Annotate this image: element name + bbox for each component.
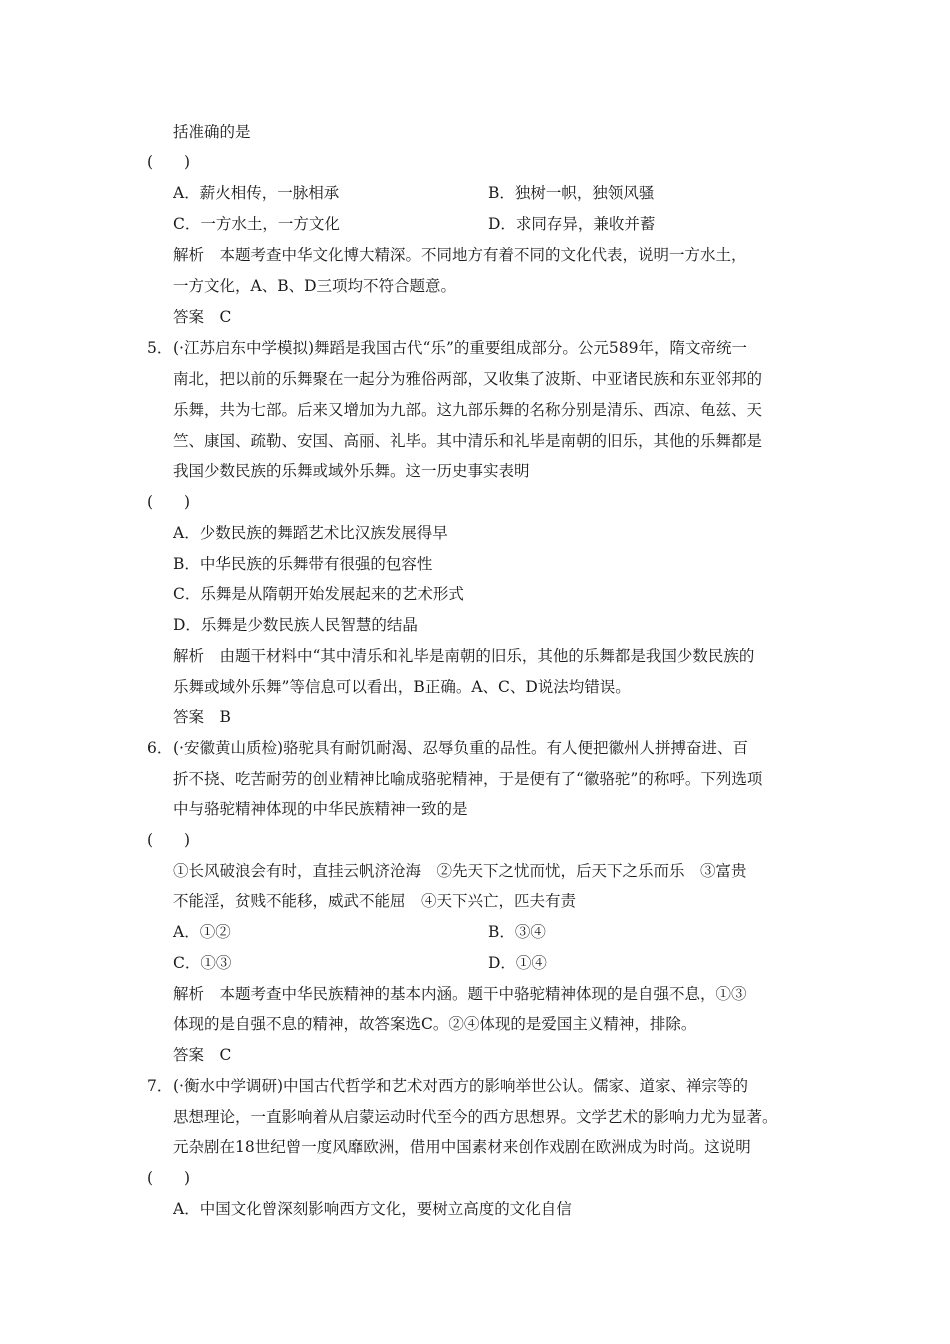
q4-option-b: B．独树一帜，独领风骚 (488, 184, 655, 202)
q5-option-c: C．乐舞是从隋朝开始发展起来的艺术形式 (173, 585, 464, 603)
q6-items-line: ①长风破浪会有时，直挂云帆济沧海 ②先天下之忧而忧，后天下之乐而乐 ③富贵 (173, 862, 747, 880)
q5-number: 5． (147, 339, 173, 357)
q5-answer-bracket: ( ) (147, 493, 191, 511)
q6-answer: 答案 C (173, 1046, 232, 1064)
q5-stem-line: 我国少数民族的乐舞或域外乐舞。这一历史事实表明 (173, 462, 530, 480)
q5-stem-line: 乐舞，共为七部。后来又增加为九部。这九部乐舞的名称分别是清乐、西凉、龟兹、天 (173, 401, 763, 419)
q6-stem-line: 折不挠、吃苦耐劳的创业精神比喻成骆驼精神，于是便有了“徽骆驼”的称呼。下列选项 (173, 770, 763, 788)
q7-stem-line: 思想理论，一直影响着从启蒙运动时代至今的西方思想界。文学艺术的影响力尤为显著。 (173, 1108, 778, 1126)
q5-stem-line: 竺、康国、疏勒、安国、高丽、礼毕。其中清乐和礼毕是南朝的旧乐，其他的乐舞都是 (173, 432, 763, 450)
q4-option-a: A．薪火相传，一脉相承 (173, 184, 340, 202)
q4-analysis-line: 一方文化，A、B、D三项均不符合题意。 (173, 277, 457, 295)
q6-option-b: B．③④ (488, 923, 546, 941)
q6-stem-line: 中与骆驼精神体现的中华民族精神一致的是 (173, 800, 468, 818)
q5-stem-text: (·江苏启东中学模拟)舞蹈是我国古代“乐”的重要组成部分。公元589年，隋文帝统一 (173, 339, 747, 357)
q4-analysis-line: 解析 本题考查中华文化博大精深。不同地方有着不同的文化代表，说明一方水土， (173, 246, 747, 264)
q5-option-a: A．少数民族的舞蹈艺术比汉族发展得早 (173, 524, 448, 542)
q6-option-a: A．①② (173, 923, 231, 941)
q5-stem-first-line (147, 337, 747, 359)
q6-number: 6． (147, 739, 173, 757)
q5-option-d: D．乐舞是少数民族人民智慧的结晶 (173, 616, 418, 634)
q4-answer-bracket: ( ) (147, 153, 191, 171)
q5-analysis-line: 乐舞或域外乐舞”等信息可以看出，B正确。A、C、D说法均错误。 (173, 678, 631, 696)
q7-option-a: A．中国文化曾深刻影响西方文化，要树立高度的文化自信 (173, 1200, 572, 1218)
q6-analysis-line: 解析 本题考查中华民族精神的基本内涵。题干中骆驼精神体现的是自强不息，①③ (173, 985, 747, 1003)
q6-answer-bracket: ( ) (147, 831, 191, 849)
q5-option-b: B．中华民族的乐舞带有很强的包容性 (173, 555, 433, 573)
q4-answer: 答案 C (173, 308, 232, 326)
q4-option-c: C．一方水土，一方文化 (173, 215, 340, 233)
q4-stem-line: 括准确的是 (173, 123, 251, 141)
q6-option-d: D．①④ (488, 954, 547, 972)
q6-stem-first-line (147, 737, 748, 759)
q6-analysis-line: 体现的是自强不息的精神，故答案选C。②④体现的是爱国主义精神，排除。 (173, 1015, 697, 1033)
q5-analysis-line: 解析 由题干材料中“其中清乐和礼毕是南朝的旧乐，其他的乐舞都是我国少数民族的 (173, 647, 755, 665)
q7-stem-text: (·衡水中学调研)中国古代哲学和艺术对西方的影响举世公认。儒家、道家、禅宗等的 (173, 1077, 749, 1095)
q6-items-line: 不能淫，贫贱不能移，威武不能屈 ④天下兴亡，匹夫有责 (173, 892, 577, 910)
q7-number: 7． (147, 1077, 173, 1095)
q7-stem-first-line (147, 1075, 748, 1097)
q7-stem-line: 元杂剧在18世纪曾一度风靡欧洲，借用中国素材来创作戏剧在欧洲成为时尚。这说明 (173, 1138, 751, 1156)
q7-answer-bracket: ( ) (147, 1169, 191, 1187)
q6-stem-text: (·安徽黄山质检)骆驼具有耐饥耐渴、忍辱负重的品性。有人便把徽州人拼搏奋进、百 (173, 739, 749, 757)
q4-option-d: D．求同存异，兼收并蓄 (488, 215, 656, 233)
q5-answer: 答案 B (173, 708, 231, 726)
q5-stem-line: 南北，把以前的乐舞聚在一起分为雅俗两部，又收集了波斯、中亚诸民族和东亚邻邦的 (173, 370, 763, 388)
q6-option-c: C．①③ (173, 954, 232, 972)
